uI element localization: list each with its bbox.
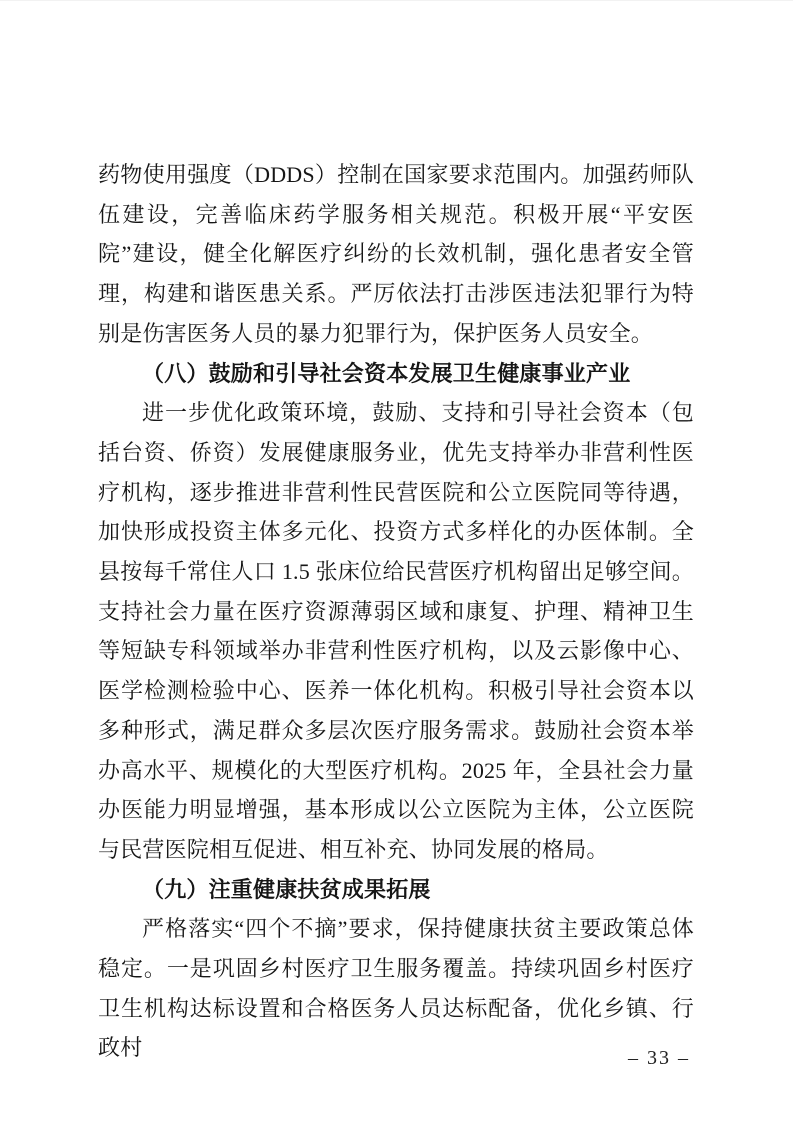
page-number: – 33 – [628,1047,690,1069]
paragraph-health-poverty-alleviation: 严格落实“四个不摘”要求，保持健康扶贫主要政策总体稳定。一是巩固乡村医疗卫生服务覆盖。持续巩固乡村医疗卫生机构达标设置和合格医务人员达标配备，优化乡镇、行政村 [98,916,694,1061]
heading-section-9: （九）注重健康扶贫成果拓展 [142,876,431,902]
paragraph-medical-safety-continued: 药物使用强度（DDDS）控制在国家要求范围内。加强药师队伍建设，完善临床药学服务相关规范。积极开展“平安医院”建设，健全化解医疗纠纷的长效机制，强化患者安全管理，构建和谐医患关系。严厉依法打击涉医违法犯罪行为特别是伤害医务人员的暴力犯罪行为，保护医务人员安全。 [98,162,694,346]
document-body [98,155,694,1068]
heading-section-8: （八）鼓励和引导社会资本发展卫生健康事业产业 [142,360,631,386]
paragraph-social-capital: 进一步优化政策环境，鼓励、支持和引导社会资本（包括台资、侨资）发展健康服务业，优先支持举办非营利性医疗机构，逐步推进非营利性民营医院和公立医院同等待遇，加快形成投资主体多元化、投资方式多样化的办医体制。全县按每千常住人口 1.5 张床位给民营医疗机构留出足够空间。支持社会力量在医疗资源薄弱区域和康复、护理、精神卫生等短缺专科领域举办非营利性医疗机构，以及云影像中心、医学检测检验中心、医养一体化机构。积极引导社会资本以多种形式，满足群众多层次医疗服务需求。鼓励社会资本举办高水平、规模化的大型医疗机构。2025 年，全县社会力量办医能力明显增强，基本形成以公立医院为主体，公立医院与民营医院相互促进、相互补充、协同发展的格局。 [98,400,694,862]
